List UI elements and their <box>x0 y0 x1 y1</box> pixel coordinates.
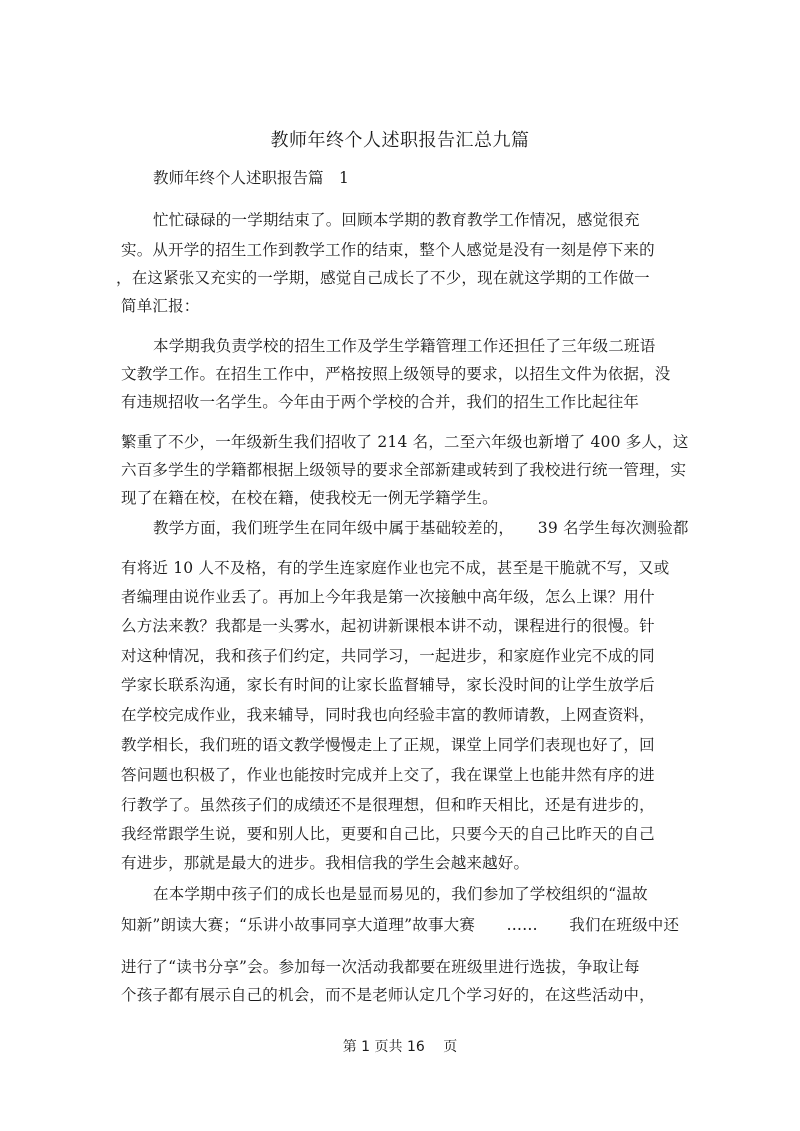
text-line: 我经常跟学生说，要和别人比，更要和自己比，只要今天的自己比昨天的自己 <box>121 825 655 843</box>
text-line: 进行了“读书分享”会。参加每一次活动我都要在班级里进行选拔，争取让每 <box>121 958 640 976</box>
document-title: 教师年终个人述职报告汇总九篇 <box>270 130 530 151</box>
text-line: 学家长联系沟通，家长有时间的让家长监督辅导，家长没时间的让学生放学后 <box>121 676 655 694</box>
text-line: 答问题也积极了，作业也能按时完成并上交了，我在课堂上也能井然有序的进 <box>121 766 655 784</box>
text-line: 者编理由说作业丢了。再加上今年我是第一次接触中高年级，怎么上课？用什 <box>121 588 655 606</box>
text-line: 本学期我负责学校的招生工作及学生学籍管理工作还担任了三年级二班语 <box>153 337 656 355</box>
text-line: 文教学工作。在招生工作中，严格按照上级领导的要求，以招生文件为依据，没 <box>121 365 671 383</box>
text-line: 有将近 10 人不及格，有的学生连家庭作业也完不成，甚至是干脆就不写，又或 <box>121 559 670 577</box>
section-heading: 教师年终个人述职报告篇 1 <box>153 169 349 187</box>
text-line: 对这种情况，我和孩子们约定，共同学习，一起进步，和家庭作业完不成的同 <box>121 647 655 665</box>
page-number: 第 1 页共 16 页 <box>342 1039 458 1055</box>
text-line: 么方法来教？我都是一头雾水，起初讲新课根本讲不动，课程进行的很慢。针 <box>121 617 655 635</box>
text-line: 行教学了。虽然孩子们的成绩还不是很理想，但和昨天相比，还是有进步的， <box>121 796 655 814</box>
text-line: 教学方面，我们班学生在同年级中属于基础较差的， 39 名学生每次测验都 <box>153 519 689 537</box>
text-line: 个孩子都有展示自己的机会，而不是老师认定几个学习好的，在这些活动中， <box>121 986 655 1004</box>
text-line: 有违规招收一名学生。今年由于两个学校的合并，我们的招生工作比起往年 <box>121 393 640 411</box>
text-line: 有进步，那就是最大的进步。我相信我的学生会越来越好。 <box>121 854 530 872</box>
text-line: 教学相长，我们班的语文教学慢慢走上了正规，课堂上同学们表现也好了，回 <box>121 736 655 754</box>
text-line: 现了在籍在校，在校在籍，使我校无一例无学籍学生。 <box>121 489 498 507</box>
text-line: 忙忙碌碌的一学期结束了。回顾本学期的教育教学工作情况，感觉很充 <box>153 211 640 229</box>
text-line: 在学校完成作业，我来辅导，同时我也向经验丰富的教师请教，上网查资料， <box>121 706 655 724</box>
text-line: 六百多学生的学籍都根据上级领导的要求全部新建或转到了我校进行统一管理，实 <box>121 461 687 479</box>
text-line: 简单汇报： <box>121 297 200 315</box>
text-line: 实。从开学的招生工作到教学工作的结束，整个人感觉是没有一刻是停下来的 <box>121 241 655 259</box>
text-line: 知新”朗读大赛；“乐讲小故事同享大道理”故事大赛 …… 我们在班级中还 <box>121 916 680 934</box>
text-line: ，在这紧张又充实的一学期，感觉自己成长了不少，现在就这学期的工作做一 <box>116 269 650 287</box>
text-line: 在本学期中孩子们的成长也是显而易见的，我们参加了学校组织的“温故 <box>153 885 648 903</box>
text-line: 繁重了不少，一年级新生我们招收了 214 名，二至六年级也新增了 400 多人，这 <box>121 433 689 451</box>
